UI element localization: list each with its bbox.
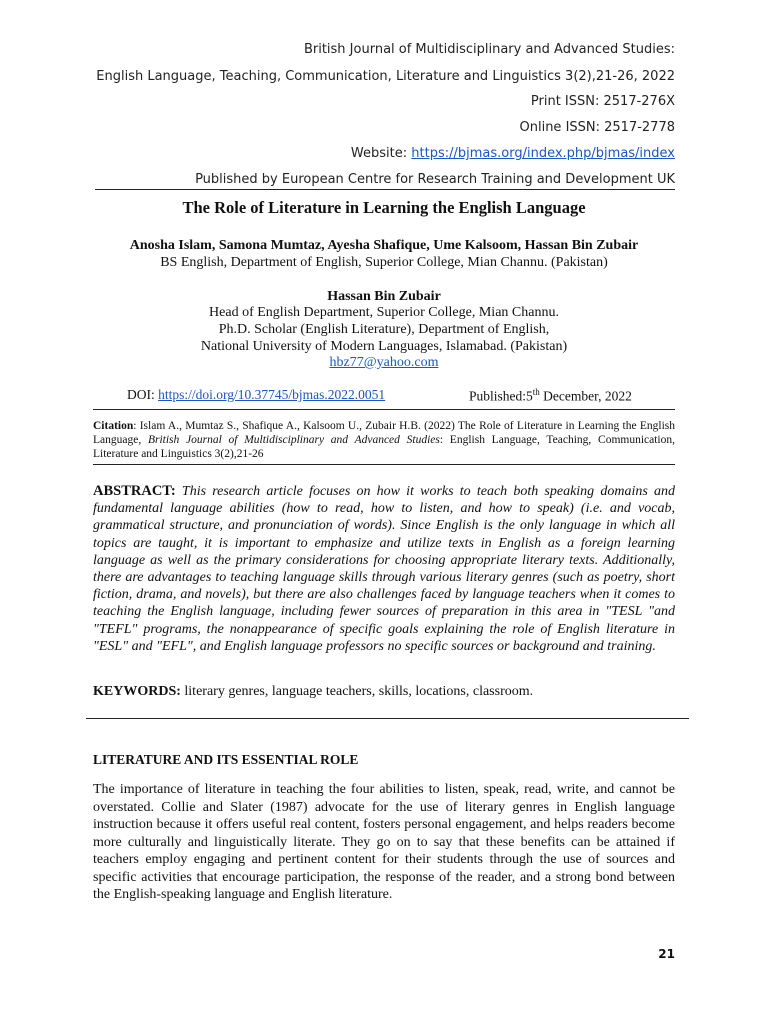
section-heading: LITERATURE AND ITS ESSENTIAL ROLE: [93, 752, 359, 767]
published-date: [469, 387, 632, 405]
journal-name: British Journal of Multidisciplinary and Advanced Studies:: [303, 42, 675, 57]
second-author: Hassan Bin Zubair: [327, 289, 441, 304]
doi-rule: [93, 409, 675, 410]
website-line: [351, 146, 675, 161]
abstract-rule: [86, 718, 689, 719]
section-paragraph: The importance of literature in teaching the four abilities to listen, speak, read, write, and cannot be overstated. Collie and Slater (1987) advocate for the use of literary genres in English language instruction because it offers useful real content, fosters personal engagement, and helps readers become more culturally and linguistically literate. They go on to say that these benefits can be attained if teachers employ engaging and pertinent content for their students through the use of sources and specific activities that encourage participation, the response of the reader, and a strong bond between the English-speaking language and English literature.: [93, 782, 675, 902]
doi-link[interactable]: https://doi.org/10.37745/bjmas.2022.0051: [158, 387, 386, 402]
citation-rule: [93, 464, 675, 465]
website-label: Website:: [350, 146, 412, 161]
second-affiliation-3: National University of Modern Languages, Islamabad. (Pakistan): [200, 339, 568, 354]
online-issn: Online ISSN: 2517-2778: [519, 120, 675, 135]
journal-series: English Language, Teaching, Communication, Literature and Linguistics 3(2),21-26, 2022: [96, 69, 675, 84]
keywords: [93, 684, 675, 700]
website-link[interactable]: https://bjmas.org/index.php/bjmas/index: [411, 146, 675, 161]
publisher-line: Published by European Centre for Research Training and Development UK: [195, 172, 675, 187]
doi-line: [127, 387, 385, 403]
second-affiliation-2: Ph.D. Scholar (English Literature), Department of English,: [218, 322, 550, 337]
abstract: [93, 483, 675, 655]
email-line: [0, 355, 768, 371]
print-issn: Print ISSN: 2517-276X: [530, 94, 675, 109]
published-rest: December, 2022: [539, 388, 632, 404]
published-sup: th: [532, 387, 540, 397]
article-title: The Role of Literature in Learning the English Language: [182, 198, 586, 217]
header-rule: [95, 189, 675, 190]
keywords-text: literary genres, language teachers, skills, locations, classroom.: [180, 684, 534, 699]
citation: [93, 419, 675, 461]
page-number: 21: [658, 947, 675, 961]
citation-text-b: : English Language, Teaching, Communication, Literature and Linguistics 3(2),21-26: [93, 434, 675, 460]
author-list: Anosha Islam, Samona Mumtaz, Ayesha Shafique, Ume Kalsoom, Hassan Bin Zubair: [129, 238, 639, 253]
citation-text-a: : Islam A., Mumtaz S., Shafique A., Kalsoom U., Zubair H.B. (2022) The Role of Literature in Learning the English Language,: [93, 420, 675, 446]
citation-journal: British Journal of Multidisciplinary and Advanced Studies: [147, 434, 440, 446]
published-label: Published:5: [469, 388, 533, 404]
author-affiliation: BS English, Department of English, Superior College, Mian Channu. (Pakistan): [160, 255, 608, 270]
keywords-label: KEYWORDS:: [93, 684, 181, 699]
citation-label: Citation: [93, 420, 134, 432]
email-link[interactable]: hbz77@yahoo.com: [329, 355, 439, 370]
abstract-label: ABSTRACT:: [93, 483, 176, 499]
doi-label: DOI:: [127, 387, 159, 402]
second-affiliation-1: Head of English Department, Superior College, Mian Channu.: [209, 305, 559, 320]
abstract-text: This research article focuses on how it works to teach both speaking domains and fundamental language abilities (how to read, how to listen, and how to speak) (i.e. and vocab, grammatical structure, and pronunciation of words). Since English is the only language in which all topics are taught, it is important to emphasize and utilize texts in English as a foreign learning language as well as the primary considerations for choosing appropriate literary texts. Additionally, there are advantages to teaching language skills through various literary genres (such as poetry, short fiction, drama, and novels), but there are also challenges faced by language teachers when it comes to teaching the English language, including fewer sources of preparation in this area in "TESL "and "TEFL" programs, the nonappearance of specific goals explaining the role of English literature in "ESL" and "EFL", and English language professors no specific sources or background and training.: [93, 484, 675, 654]
